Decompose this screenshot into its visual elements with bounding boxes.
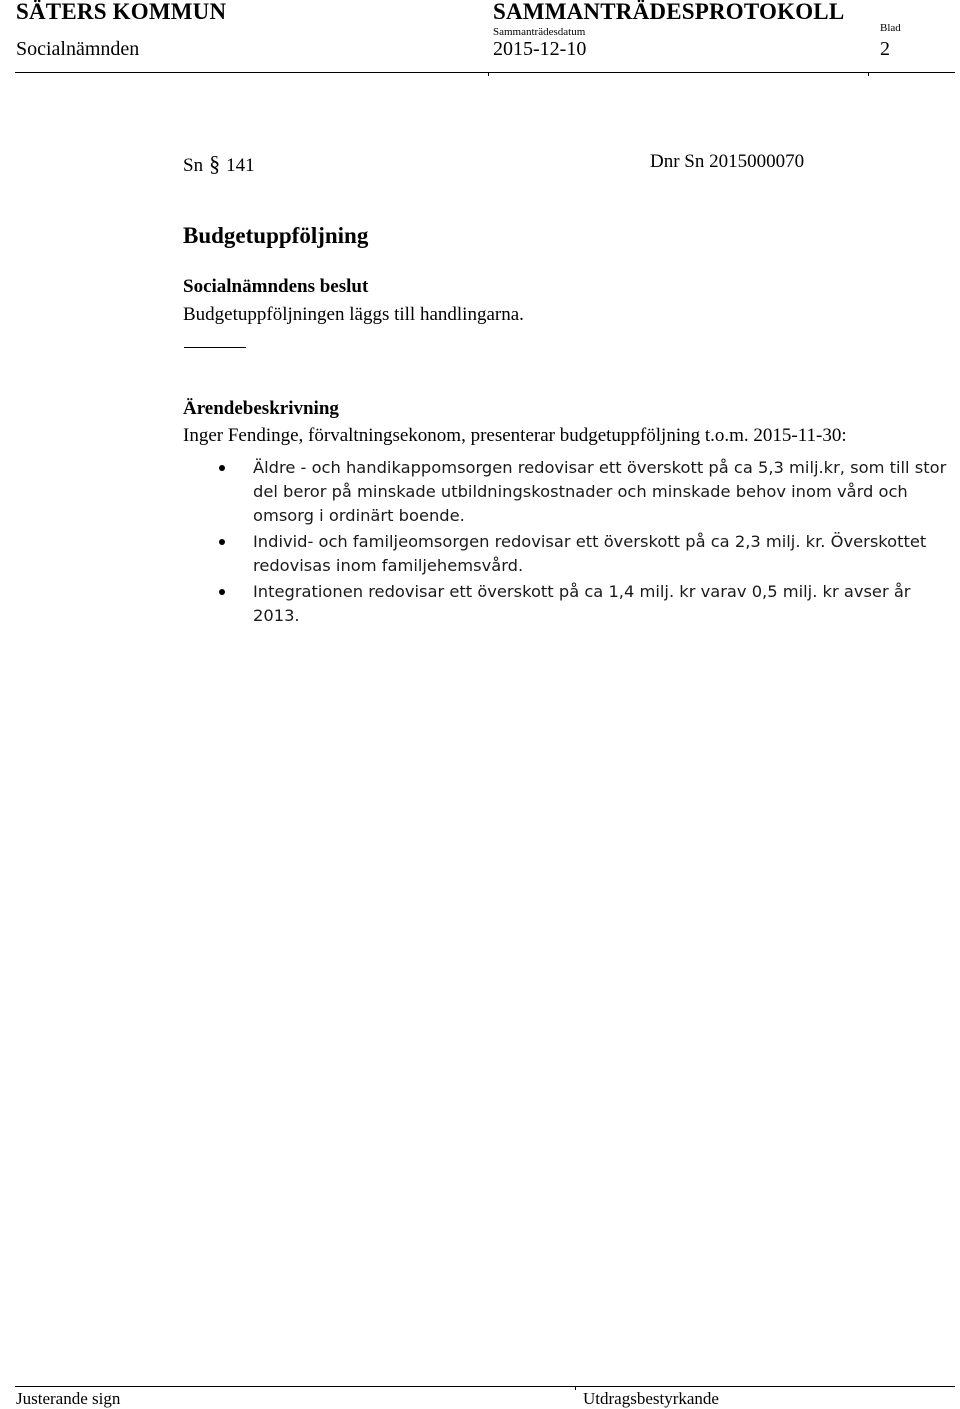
list-item [253,580,953,628]
decision-heading: Socialnämndens beslut [183,276,369,297]
list-item-text: Äldre - och handikappomsorgen redovisar ett överskott på ca 5,3 milj.kr, som till stor del beror på minskade utbildningskostnader och minskade behov inom vård och omsorg i ordinärt boende. [253,458,947,525]
meeting-date-label: Sammanträdesdatum [493,26,586,38]
bullet-icon [219,465,225,471]
item-title: Budgetuppföljning [183,223,369,248]
page-number: 2 [880,38,890,60]
bullet-icon [219,539,225,545]
decision-text: Budgetuppföljningen läggs till handlingarna. [183,304,524,325]
header-divider-tick [488,72,489,76]
document-type: SAMMANTRÄDESPROTOKOLL [493,0,845,24]
section-number: 141 [226,155,255,176]
header-divider [15,72,955,73]
budget-bullet-list [253,456,953,630]
footer-divider [15,1386,955,1387]
list-item [253,530,953,578]
list-item-text: Individ- och familjeomsorgen redovisar ett överskott på ca 2,3 milj. kr. Överskottet redovisas inom familjehemsvård. [253,532,927,575]
paragraph-reference [183,151,255,177]
decision-end-rule [184,347,246,348]
bullet-icon [219,589,225,595]
footer-divider-tick [575,1386,576,1390]
section-symbol: § [209,151,221,176]
description-intro: Inger Fendinge, förvaltningsekonom, presenterar budgetuppföljning t.o.m. 2015-11-30: [183,425,847,446]
list-item-text: Integrationen redovisar ett överskott på ca 1,4 milj. kr varav 0,5 milj. kr avser år 2013. [253,582,911,625]
signature-label: Justerande sign [16,1389,121,1408]
header-divider-tick [868,72,869,76]
committee-name: Socialnämnden [16,38,140,60]
description-heading: Ärendebeskrivning [183,398,339,419]
diary-number: Dnr Sn 2015000070 [650,151,805,172]
page-label: Blad [880,22,901,34]
meeting-date: 2015-12-10 [493,38,587,60]
certification-label: Utdragsbestyrkande [583,1389,719,1408]
list-item [253,456,953,528]
section-prefix: Sn [183,155,204,176]
organization-name: SÄTERS KOMMUN [16,0,227,24]
